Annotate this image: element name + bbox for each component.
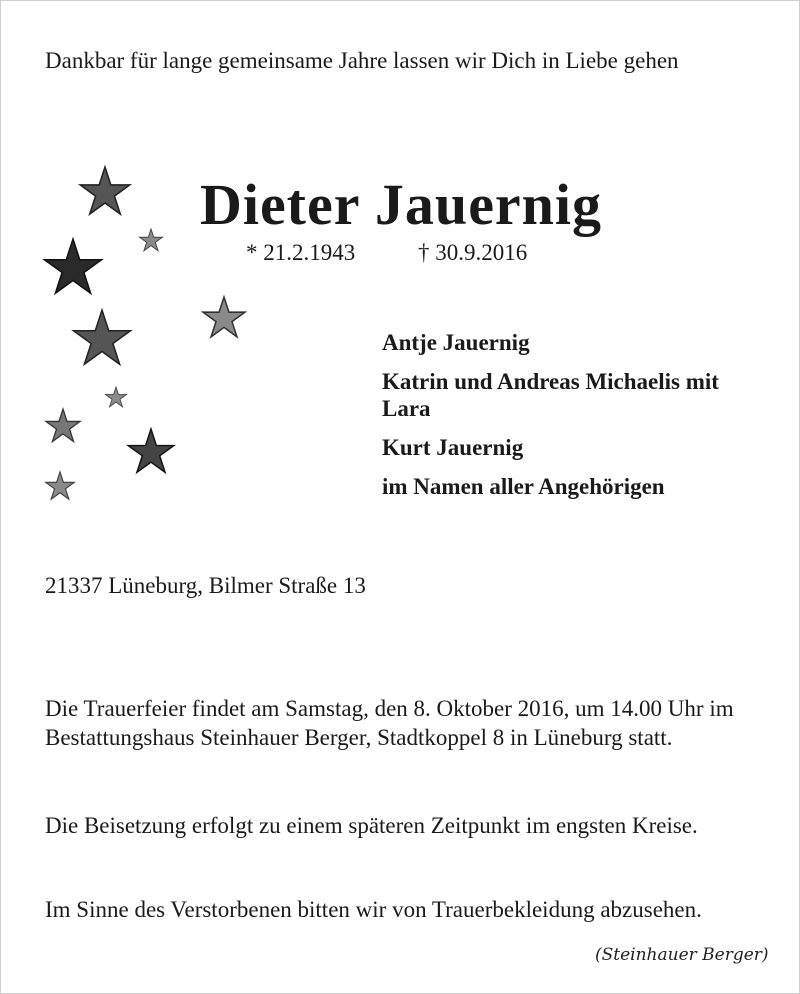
funeral-home-signature: (Steinhauer Berger) <box>595 945 769 965</box>
star-icon <box>73 310 130 364</box>
star-icon <box>128 429 174 472</box>
star-icon <box>203 297 245 337</box>
mourner: Kurt Jauernig <box>382 435 524 460</box>
request-text: Im Sinne des Verstorbenen bitten wir von Trauerbekleidung abzusehen. <box>45 897 702 922</box>
star-icon <box>46 409 80 442</box>
intro-text: Dankbar für lange gemeinsame Jahre lassen wir Dich in Liebe gehen <box>45 48 679 73</box>
star-icon <box>46 472 75 499</box>
death-date: † 30.9.2016 <box>418 240 528 265</box>
star-icon <box>106 387 127 407</box>
burial-text: Die Beisetzung erfolgt zu einem späteren Zeitpunkt im engsten Kreise. <box>45 813 698 838</box>
star-decoration <box>1 1 261 521</box>
mourner: Katrin und Andreas Michaelis mit Lara <box>382 369 719 421</box>
mourner: Antje Jauernig <box>382 330 530 355</box>
birth-date: * 21.2.1943 <box>246 240 356 265</box>
address: 21337 Lüneburg, Bilmer Straße 13 <box>45 573 366 598</box>
mourners-list <box>382 329 762 512</box>
mourner: im Namen aller Angehörigen <box>382 474 665 499</box>
deceased-name: Dieter Jauernig <box>199 172 603 237</box>
star-icon <box>44 239 101 293</box>
ceremony-text: Die Trauerfeier findet am Samstag, den 8. Oktober 2016, um 14.00 Uhr im Bestattungshaus Steinhauer Berger, Stadtkoppel 8 in Lüneburg statt. <box>45 696 734 750</box>
